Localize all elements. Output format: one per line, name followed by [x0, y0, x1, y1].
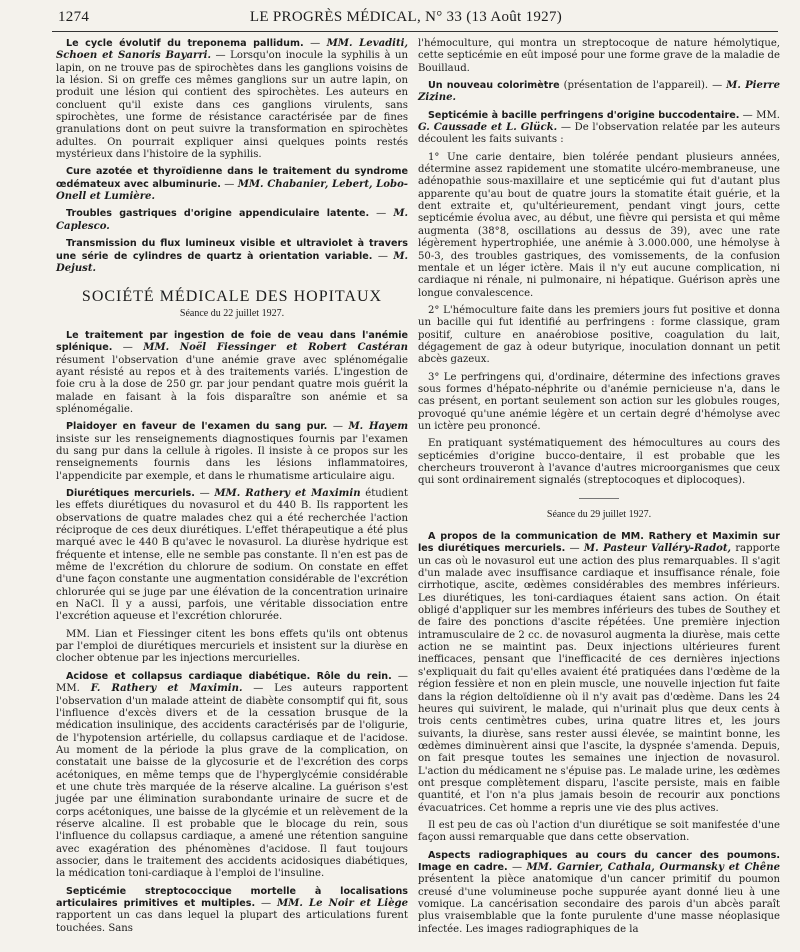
- article-body: — De l'observation relatée par les auteurs découlent les faits suivants :: [418, 122, 780, 146]
- authors: M. Pasteur Valléry-Radot,: [583, 543, 732, 555]
- page-number: 1274: [58, 9, 90, 25]
- section-title: SOCIÉTÉ MÉDICALE DES HOPITAUX: [81, 288, 383, 306]
- separator: —: [369, 208, 394, 220]
- article-body: insiste sur les renseignements diagnostiques fournis par l'examen du sang pur dans la cellule à rigoles. Il insiste à ce propos sur les renseignements fournis dans les lésions inflammatoires, l'appendicite par exemple, et dans le rhumatisme articulaire aigu.: [56, 433, 408, 482]
- header-rule: [52, 31, 778, 32]
- journal-title: LE PROGRÈS MÉDICAL, N° 33 (13 Août 1927): [249, 9, 563, 25]
- article-body: 3° Le perfringens qui, d'ordinaire, détermine des infections graves sous formes d'hépato-néphrite ou d'anémie pernicieuse n'a, dans le cas présent, en portant seulement son action sur les globules rouges, provoqué qu'une anémie légère et un certain degré d'hémolyse avec un ictère peu prononcé.: [418, 371, 780, 432]
- separator: —: [112, 342, 144, 354]
- article-body: rapportent un cas dans lequel la plupart des articulations furent touchées. Sans: [56, 910, 408, 934]
- separator: —: [255, 898, 277, 909]
- article-paragraph: [56, 238, 408, 275]
- article-paragraph: [418, 305, 780, 367]
- authors: MM. Le Noir et Liège: [276, 898, 409, 909]
- article-title: Le traitement par ingestion de foie de veau dans l'anémie splénique.: [56, 329, 408, 354]
- article-body: présentent la pièce anatomique d'un cancer primitif du poumon creusé d'une volumineuse poche suppurée ayant donné lieu à une vomique. La cancérisation secondaire des parois d'un abcès paraît plus vraisemblable que la fonte purulente d'une masse néoplasique infectée. Les images radiographiques de la: [418, 874, 780, 935]
- article-paragraph: [418, 531, 780, 815]
- article-body: MM. Lian et Fiessinger citent les bons effets qu'ils ont obtenus par l'emploi de diurétiques mercuriels et insistent sur la diurèse en clocher obtenue par les injections mercurielles.: [56, 628, 408, 665]
- article-title: Septicémie à bacille perfringens d'origine buccodentaire.: [428, 109, 740, 121]
- authors: MM. Rathery et Maximin: [214, 488, 361, 499]
- article-title: Acidose et collapsus cardiaque diabétique. Rôle du rein.: [66, 670, 392, 682]
- article-paragraph: [418, 850, 780, 936]
- article-title: Aspects radiographiques au cours du cancer des poumons. Image en cadre.: [418, 849, 780, 873]
- authors: M. Caplesco.: [56, 208, 408, 232]
- separator: —: [507, 861, 527, 873]
- separator: —: [220, 178, 238, 190]
- separator: —: [565, 543, 584, 555]
- authors: MM. Garnier, Cathala, Ourmansky et Chêne: [526, 861, 780, 873]
- article-paragraph: [56, 330, 408, 416]
- article-body: 2° L'hémoculture faite dans les premiers jours fut positive et donna un bacille qui fut identifié au perfringens : forme classique, gram positif, culture en anaérobiose positive, coagulation du lait, dégagement de gaz à odeur butyrique, inoculation donnant un petit abcès gazeux.: [418, 304, 780, 366]
- article-title: Troubles gastriques d'origine appendiculaire latente.: [66, 208, 370, 220]
- article-paragraph: [418, 110, 780, 147]
- article-title: Diurétiques mercuriels.: [66, 488, 195, 499]
- authors: MM. Levaditi, Schoen et Sanoris Bayarri.: [56, 38, 409, 62]
- article-paragraph: [418, 438, 780, 487]
- article-title: Transmission du flux lumineux visible et ultraviolet à travers une série de cylindres de quartz à orientation variable.: [56, 238, 408, 262]
- article-title: Cure azotée et thyroïdienne dans le traitement du syndrome œdémateux avec albuminurie.: [56, 166, 408, 190]
- article-paragraph: [56, 166, 408, 203]
- separator: —: [303, 38, 327, 49]
- article-paragraph: [56, 629, 408, 666]
- article-body: En pratiquant systématiquement des hémocultures au cours des septicémies d'origine bucco-dentaire, il est probable que les chercheurs trouveront à l'avance d'autres microorganismes que ceux qui sont ordinairement signalés (streptocoques et diplocoques).: [418, 438, 780, 487]
- article-title: A propos de la communication de MM. Rathery et Maximin sur les diurétiques mercuriels.: [418, 531, 780, 555]
- page-header: [52, 8, 760, 30]
- article-title: Septicémie streptococcique mortelle à localisations articulaires primitives et multiples.: [56, 885, 408, 909]
- article-body: l'hémoculture, qui montra un streptocoque de nature hémolytique, cette septicémie en eût imposé pour une forme grave de la maladie de Bouillaud.: [418, 38, 780, 74]
- left-column: [56, 38, 408, 940]
- article-paragraph: [418, 152, 780, 300]
- separator: —: [327, 421, 349, 433]
- authors: F. Rathery et Maximin.: [90, 683, 243, 695]
- separator: (présentation de l'appareil). —: [559, 80, 727, 92]
- article-title: Un nouveau colorimètre: [428, 80, 560, 92]
- authors: G. Caussade et L. Glück.: [418, 122, 558, 134]
- session-date-2: Séance du 29 juillet 1927.: [546, 508, 652, 520]
- article-paragraph: [418, 80, 780, 105]
- article-title: Plaidoyer en faveur de l'examen du sang pur.: [66, 421, 328, 433]
- article-body: étudient les effets diurétiques du novasurol et du 440 B. Ils rapportent les observations de quatre malades chez qui a été recherchée l'action réciproque de ces deux diurétiques. L'effet thérapeutique a été plus marqué avec le 440 B qu'avec le novasurol. La diurèse hydrique est fréquente et intense, elle ne semble pas constante. Il n'en est pas de même de l'excrétion du chlorure de sodium. On constate en effet d'une façon constante une augmentation considérable de l'excrétion chlorurée qui se juge par une élévation de la concentration urinaire en NaCl. Il y a aussi, parfois, une véritable dissociation entre l'excrétion aqueuse et l'excrétion chlorurée.: [56, 488, 408, 623]
- section-divider: [579, 498, 619, 499]
- article-paragraph: [56, 38, 408, 161]
- article-paragraph: [56, 886, 408, 935]
- authors: M. Hayem: [348, 421, 408, 433]
- authors: MM. Chabanier, Lebert, Lobo-Onell et Lumière.: [56, 178, 408, 203]
- article-paragraph: [418, 372, 780, 434]
- authors: MM. Noël Fiessinger et Robert Castéran: [143, 342, 408, 354]
- article-paragraph: [56, 421, 408, 483]
- article-body: résument l'observation d'une anémie grave avec splénomégalie ayant résisté au repos et à des traitements variés. L'ingestion de foie cru à la dose de 250 gr. par jour pendant quatre mois guérit la malade en faisant à la fois disparaître son anémie et sa splénomégalie.: [56, 354, 408, 415]
- article-title: Le cycle évolutif du treponema pallidum.: [66, 38, 304, 49]
- article-body: 1° Une carie dentaire, bien tolérée pendant plusieurs années, détermine assez rapidement une stomatite ulcéro-membraneuse, une adénopathie sous-maxillaire et une septicémie qui fut d'autant plus apparente qu'au bout de quatre jours la stomatite était guérie, et la dent extraite et, qu'ultérieurement, pendant vingt jours, cette septicémie évolua avec, au début, une fièvre qui persista et qui même augmenta (38°8, oscillations au dessus de 39), avec une rate légèrement hypertrophiée, une anémie à 3.000.000, une hémolyse à 50-3, des troubles gastriques, des vomissements, de la confusion mentale et un léger ictère. Mais il n'y eut aucune complication, ni cardiaque ni rénale, ni pulmonaire, ni hépatique. Guérison après une longue convalescence.: [418, 151, 780, 299]
- article-body: — Les auteurs rapportent l'observation d'un malade atteint de diabète consomptif qui fit, sous l'influence d'excès divers et de la cessation brusque de la médication insulinique, des accidents caractérisés par de l'oligurie, de l'hypotension artérielle, du collapsus cardiaque et de l'acidose. Au moment de la période la plus grave de la complication, on constatait une baisse de la glycosurie et de l'excrétion des corps acétoniques, en même temps que de l'hyperglycémie considérable et une chute très marquée de la réserve alcaline. La guérison s'est jugée par une élimination surabondante urinaire de sucre et de corps acétoniques, une baisse de la glycémie et un relèvement de la réserve alcaline. Il est probable que le blocage du rein, sous l'influence du collapsus cardiaque, a amené une rétention sanguine avec exagération des phénomènes d'acidose. Il faut toujours associer, dans le traitement des accidents acidosiques diabétiques, la médication toni-cardiaque à l'emploi de l'insuline.: [56, 683, 408, 880]
- article-body: rapporte un cas où le novasurol eut une action des plus remarquables. Il s'agit d'un malade avec insuffisance cardiaque et insuffisance rénale, foie cirrhotique, ascite, œdèmes considérables des membres inférieurs. Les diurétiques, les toni-cardiaques étaient sans action. On était obligé d'appliquer sur les membres inférieurs des tubes de Southey et de faire des ponctions d'ascite répétées. Une première injection intramusculaire de 2 cc. de novasurol augmenta la diurèse, mais cette action ne se maintint pas. Deux injections ultérieures furent inefficaces, pensant que l'inefficacité de ces dernières injections s'expliquait du fait qu'elles avaient été pratiquées dans l'œdème de la région fessière et non en plein muscle, une nouvelle injection fut faite dans la région deltoïdienne où il n'y avait pas d'œdème. Dans les 24 heures qui suivirent, le malade, qui n'urinait plus que deux cents à trois cents centimètres cubes, urina quatre litres et, les jours suivants, la diurèse, sans rester aussi élevée, se maintint bonne, les œdèmes diminuèrent ainsi que l'ascite, la dyspnée s'amenda. Depuis, on fait presque toutes les semaines une injection de novasurol. L'action du médicament ne s'épuise pas. Le malade urine, les œdèmes ont presque complètement disparu, l'ascite persiste, mais en faible quantité, et l'on n'a plus jamais besoin de recourir aux ponctions évacuatrices. Cet homme a repris une vie des plus actives.: [418, 543, 781, 814]
- separator: — MM.: [739, 109, 780, 121]
- separator: —: [372, 250, 394, 262]
- separator: — MM.: [56, 670, 408, 695]
- article-paragraph: [56, 208, 408, 233]
- article-paragraph: [56, 488, 408, 624]
- authors: M. Dejust.: [56, 250, 408, 274]
- article-paragraph: [418, 38, 780, 75]
- article-body: — Lorsqu'on inocule la syphilis à un lapin, on ne trouve pas de spirochètes dans les ganglions voisins de la lésion. Si on greffe ces mêmes ganglions sur un autre lapin, on produit une lésion qui contient des spirochètes. Les auteurs en concluent qu'il existe dans ces ganglions virulents, sans spirochètes, une forme de résistance caractérisée par de fines granulations dont on peut suivre la transformation en spirochètes adultes. On pourrait expliquer ainsi quelques points restés mystérieux dans l'histoire de la syphilis.: [56, 50, 408, 161]
- article-paragraph: [56, 671, 408, 881]
- separator: —: [194, 488, 215, 499]
- authors: M. Pierre Zizine.: [418, 80, 781, 104]
- right-column: [418, 38, 780, 941]
- session-date: Séance du 22 juillet 1927.: [179, 307, 285, 319]
- article-paragraph: [418, 820, 780, 845]
- article-body: Il est peu de cas où l'action d'un diurétique se soit manifestée d'une façon aussi remarquable que dans cette observation.: [418, 819, 780, 844]
